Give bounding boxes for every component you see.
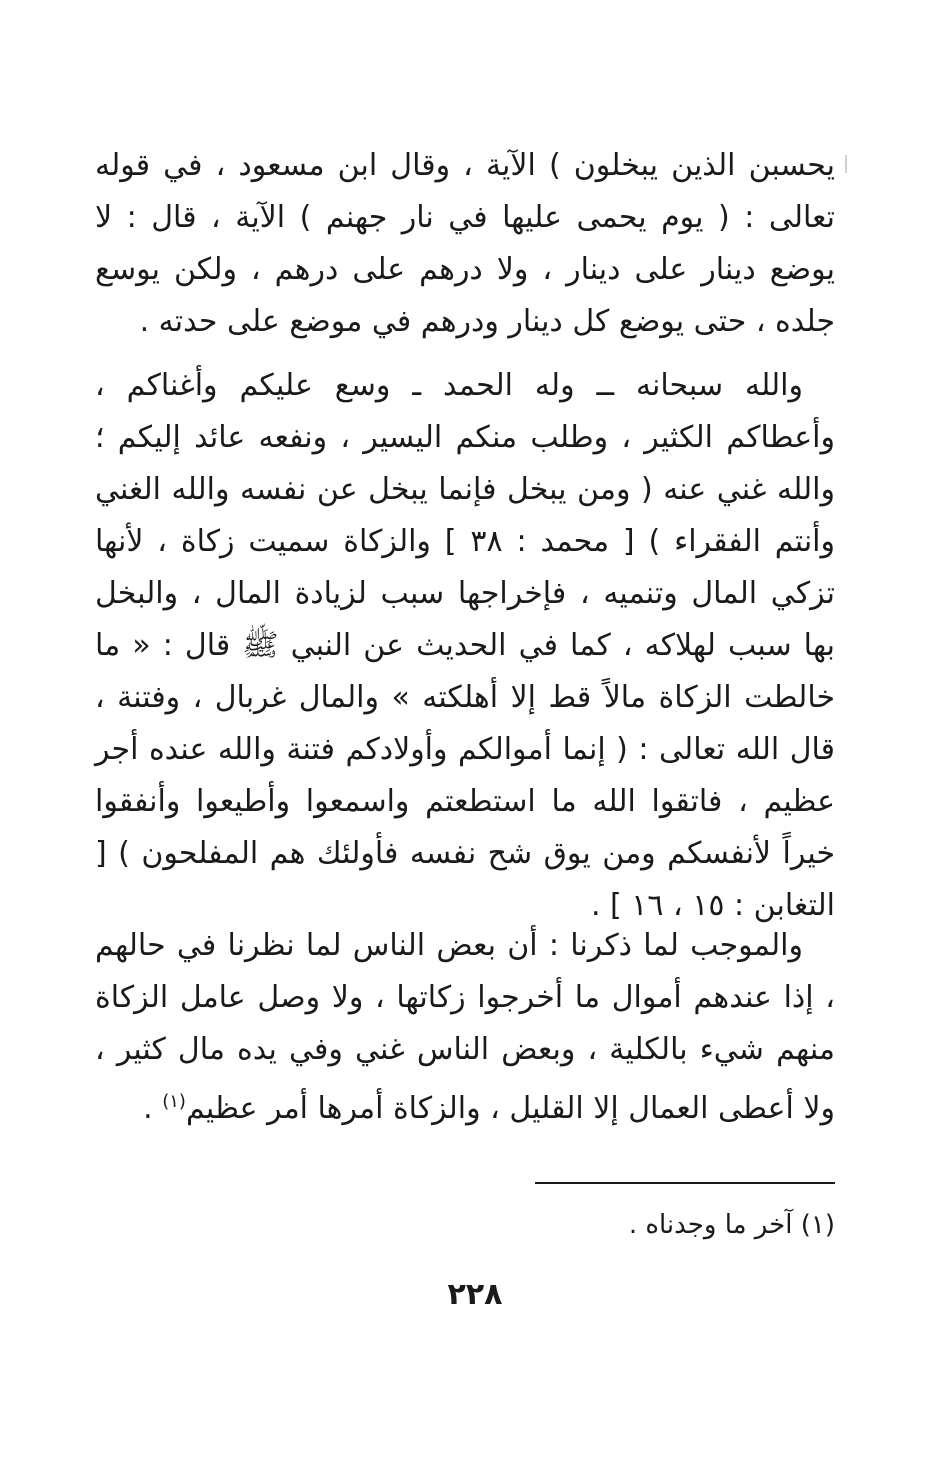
paragraph-3-end: . bbox=[143, 1091, 163, 1126]
footnote-marker: (١) bbox=[800, 1210, 835, 1240]
footnote bbox=[300, 1205, 835, 1245]
paragraph-1-text: يحسبن الذين يبخلون ) الآية ، وقال ابن مسعود ، في قوله تعالى : ( يوم يحمى عليها في نار جهنم ) الآية ، قال : لا يوضع دينار على دينار ، ولا درهم على درهم ، ولكن يوسع جلده ، حتى يوضع كل دينار ودرهم في موضع على حدته . bbox=[95, 148, 835, 339]
footnote-text: آخر ما وجدناه . bbox=[628, 1210, 793, 1240]
paragraph-3-text: والموجب لما ذكرنا : أن بعض الناس لما نظرنا في حالهم ، إذا عندهم أموال ما أخرجوا زكاتها ، ولا وصل عامل الزكاة منهم شيء بالكلية ، وبعض الناس غني وفي يده مال كثير ، ولا أعطى العمال إلا القليل ، والزكاة أمرها أمر عظيم bbox=[95, 928, 835, 1126]
paragraph-1 bbox=[95, 140, 835, 348]
footnote-divider bbox=[535, 1182, 835, 1184]
scan-mark bbox=[845, 155, 847, 173]
paragraph-3-text-wrap bbox=[95, 920, 835, 1135]
paragraph-3 bbox=[95, 920, 835, 1135]
paragraph-2 bbox=[95, 360, 835, 932]
page-number: ٢٢٨ bbox=[447, 1277, 503, 1312]
footnote-reference: (١) bbox=[162, 1091, 186, 1112]
paragraph-2-text: والله سبحانه ــ وله الحمد ـ وسع عليكم وأغناكم ، وأعطاكم الكثير ، وطلب منكم اليسير ، ونفعه عائد إليكم ؛ والله غني عنه ( ومن يبخل فإنما يبخل عن نفسه والله الغني وأنتم الفقراء ) [ محمد : ٣٨ ] والزكاة سميت زكاة ، لأنها تزكي المال وتنميه ، فإخراجها سبب لزيادة المال ، والبخل بها سبب لهلاكه ، كما في الحديث عن النبي ﷺ قال : « ما خالطت الزكاة مالاً قط إلا أهلكته » والمال غربال ، وفتنة ، قال الله تعالى : ( إنما أموالكم وأولادكم فتنة والله عنده أجر عظيم ، فاتقوا الله ما استطعتم واسمعوا وأطيعوا وأنفقوا خيراً لأنفسكم ومن يوق شح نفسه فأولئك هم المفلحون ) [ التغابن : ١٥ ، ١٦ ] . bbox=[95, 368, 835, 923]
